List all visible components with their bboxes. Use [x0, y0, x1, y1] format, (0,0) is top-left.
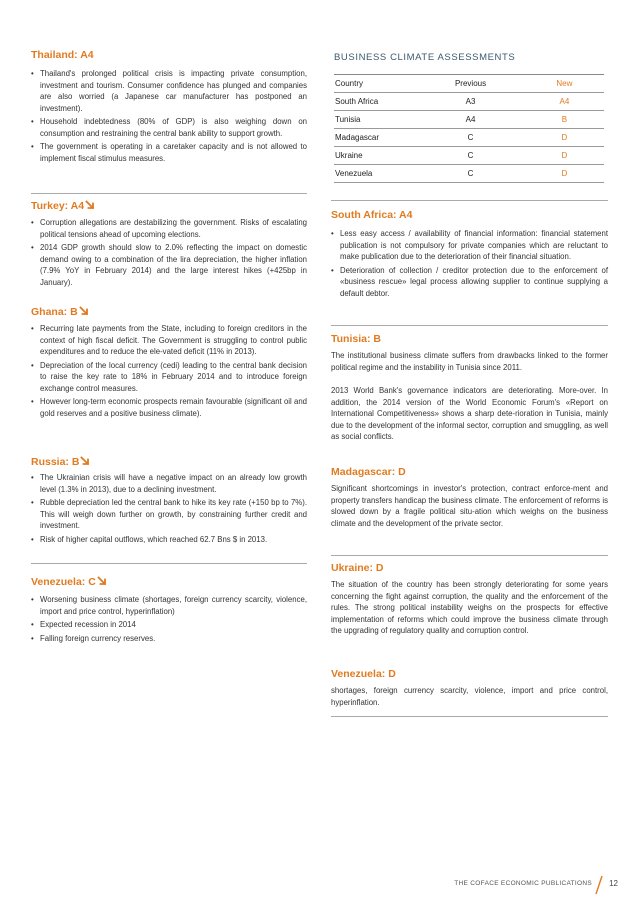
business-climate-table — [334, 74, 604, 183]
list-item: • The government is operating in a caretaker capacity and is not allowed to implement fiscal stimulus measures. — [31, 141, 307, 164]
downgrade-arrow-icon — [85, 200, 95, 210]
table-cell: Ukraine — [334, 147, 430, 165]
list-item: • Corruption allegations are destabilizing the government. Risks of escalating political tensions ahead of upcoming elections. — [31, 217, 307, 240]
venezuela-d-paragraph: shortages, foreign currency scarcity, violence, import and price control, hyperinflation. — [331, 686, 608, 707]
page-number: 12 — [609, 879, 618, 888]
table-row — [334, 165, 604, 183]
table-cell: C — [430, 165, 510, 183]
table-cell: Venezuela — [334, 165, 430, 183]
table-row — [334, 129, 604, 147]
column-header: New — [511, 75, 604, 93]
publication-name: THE COFACE ECONOMIC PUBLICATIONS — [454, 880, 592, 887]
section-divider — [31, 193, 307, 194]
turkey-heading-row — [31, 200, 95, 213]
list-item: • Depreciation of the local currency (cedi) leading to the central bank decision to raise the key rate to 18% in February 2014 and to introduce foreign exchange control measures. — [31, 360, 307, 395]
south-africa-heading: South Africa: A4 — [331, 209, 413, 221]
thailand-heading: Thailand: A4 — [31, 49, 94, 61]
venezuela-d-heading: Venezuela: D — [331, 668, 396, 680]
table-cell: D — [511, 147, 604, 165]
section-divider — [331, 716, 608, 717]
list-item: • Thailand's prolonged political crisis is impacting private consumption, investment and tourism. Consumer confidence has plunged and companies are also worried (a Japanese car manufacturer has postponed an investment). — [31, 68, 307, 114]
table-cell: D — [511, 129, 604, 147]
list-item: • However long-term economic prospects remain favourable (significant oil and gold reserves and a positive business climate). — [31, 396, 307, 419]
page-footer — [418, 873, 618, 903]
list-item: • Less easy access / availability of financial information: financial statement publication is not compulsory for private companies which are reluctant to make publication due to the deterioration of their financial situation. — [331, 228, 608, 263]
thailand-bullets — [31, 68, 307, 166]
madagascar-paragraph: Significant shortcomings in investor's protection, contract enforce-ment and property transfers handicap the business climate. The enforcement of reforms is slowed down by a fragile political situ-ation which weighs on the business climate and the development of the private sector. — [331, 484, 608, 528]
venezuela-bullets — [31, 594, 307, 646]
turkey-bullets — [31, 217, 307, 290]
russia-heading: Russia: B — [31, 456, 80, 468]
list-item: • Deterioration of collection / creditor protection due to the enforcement of «business rescue» legal process allowing supplier to continue supplying a default debtor. — [331, 265, 608, 300]
section-divider — [331, 325, 608, 326]
ghana-bullets — [31, 323, 307, 421]
table-cell: B — [511, 111, 604, 129]
table-cell: A3 — [430, 93, 510, 111]
table-header-row — [334, 75, 604, 93]
list-item: • Falling foreign currency reserves. — [31, 633, 307, 645]
table-row — [334, 111, 604, 129]
table-cell: A4 — [430, 111, 510, 129]
section-divider — [331, 200, 608, 201]
list-item: • Risk of higher capital outflows, which reached 62.7 Bns $ in 2013. — [31, 534, 307, 546]
downgrade-arrow-icon — [80, 456, 90, 466]
column-header: Country — [334, 75, 430, 93]
table-cell: Tunisia — [334, 111, 430, 129]
table-cell: Madagascar — [334, 129, 430, 147]
venezuela-heading: Venezuela: C — [31, 576, 96, 588]
madagascar-heading: Madagascar: D — [331, 466, 406, 478]
list-item: • Expected recession in 2014 — [31, 619, 307, 631]
ghana-heading: Ghana: B — [31, 306, 78, 318]
russia-heading-row — [31, 456, 90, 469]
table-cell: D — [511, 165, 604, 183]
table-cell: C — [430, 129, 510, 147]
russia-bullets — [31, 472, 307, 547]
section-divider — [331, 555, 608, 556]
ghana-heading-row — [31, 306, 89, 319]
list-item: • Worsening business climate (shortages, foreign currency scarcity, violence, import and price control, hyperinflation) — [31, 594, 307, 617]
ukraine-heading: Ukraine: D — [331, 562, 384, 574]
tunisia-paragraph-2: 2013 World Bank's governance indicators are deteriorating. More-over. In addition, the 2014 version of the World Economic Forum's «Report on International Competitiveness» shows a sharp dete-rioration in Tunisia, mainly due to the development of the informal sector, corruption and smuggling, as well as social conflicts. — [331, 386, 608, 441]
list-item: • Recurring late payments from the State, including to foreign creditors in the context of high fiscal deficit. The Government is struggling to control public expenditures and to reduce the ele-vated deficit (11% in 2013). — [31, 323, 307, 358]
ukraine-paragraph: The situation of the country has been strongly deteriorating for some years concerning the fight against corruption, the quality and the enforcement of the rules. The strong political instability weighs on the prospects for effective implementation of reforms which could improve the business climate through the upgrading of regulatory quality and corruption control. — [331, 580, 608, 635]
tunisia-heading: Tunisia: B — [331, 333, 381, 345]
table-cell: South Africa — [334, 93, 430, 111]
section-divider — [31, 563, 307, 564]
venezuela-heading-row — [31, 576, 107, 589]
list-item: • Rubble depreciation led the central bank to hike its key rate (+150 bp to 7%). This will weigh down further on growth, by constraining further credit and investment. — [31, 497, 307, 532]
business-climate-title: BUSINESS CLIMATE ASSESSMENTS — [334, 52, 516, 63]
downgrade-arrow-icon — [97, 576, 107, 586]
slash-divider-icon — [594, 875, 604, 895]
column-header: Previous — [430, 75, 510, 93]
turkey-heading: Turkey: A4 — [31, 200, 85, 212]
list-item: • Household indebtedness (80% of GDP) is also weighing down on consumption and restraining the central bank ability to support growth. — [31, 116, 307, 139]
downgrade-arrow-icon — [79, 306, 89, 316]
list-item: • The Ukrainian crisis will have a negative impact on an already low growth level (1.3% in 2013), due to a declining investment. — [31, 472, 307, 495]
table-cell: A4 — [511, 93, 604, 111]
table-row — [334, 147, 604, 165]
table-cell: C — [430, 147, 510, 165]
list-item: • 2014 GDP growth should slow to 2.0% reflecting the impact on domestic demand owing to a combination of the lira depreciation, the higher inflation (7.9% YoY in February 2014) and the large interest hikes (+425bp in January). — [31, 242, 307, 288]
table-row — [334, 93, 604, 111]
south-africa-bullets — [331, 228, 608, 301]
tunisia-paragraph-1: The institutional business climate suffers from drawbacks linked to the former political regime and the instability in Tunisia since 2011. — [331, 351, 608, 372]
